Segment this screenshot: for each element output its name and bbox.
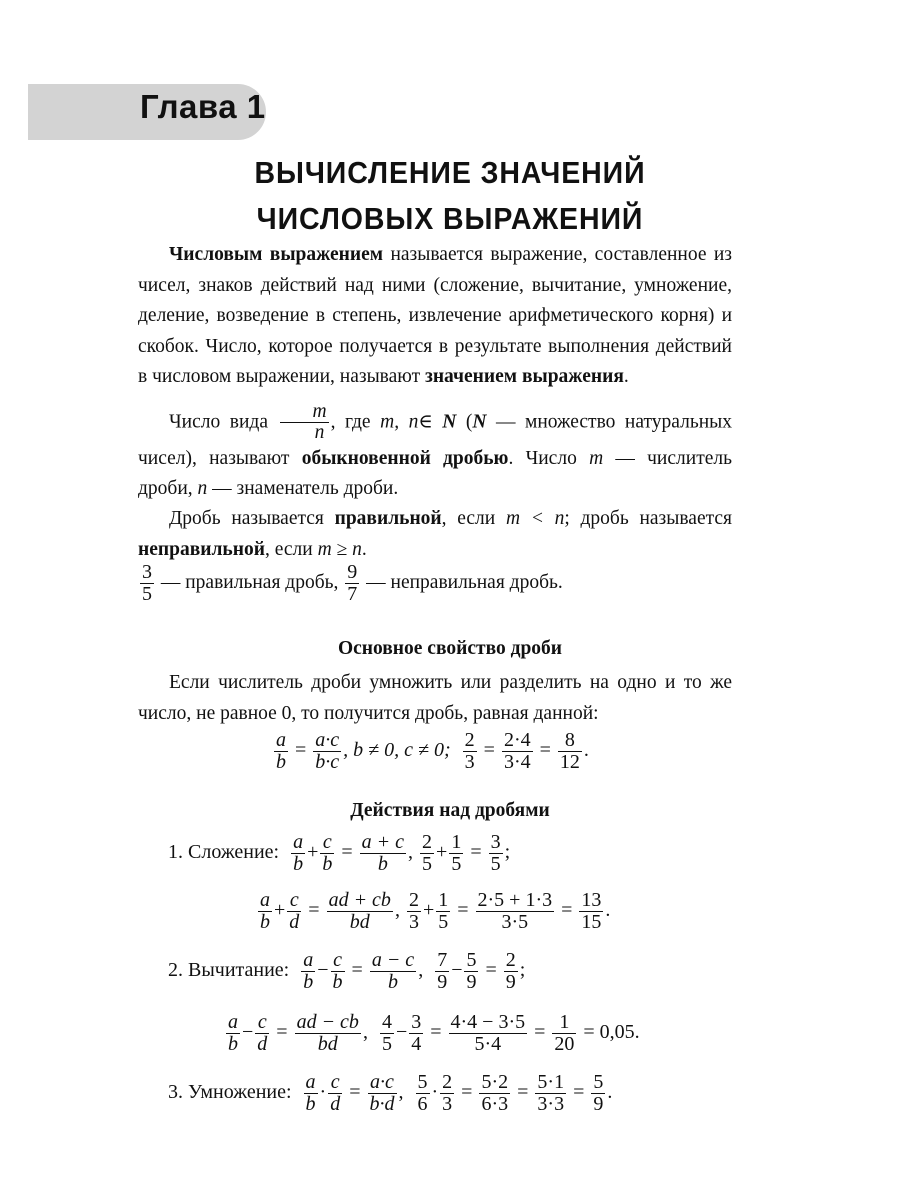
period: . xyxy=(583,739,589,762)
proper-condition: m < n xyxy=(505,508,565,529)
eight: 8 xyxy=(558,730,582,752)
eq: = xyxy=(430,1021,442,1044)
proper-t2: , если xyxy=(441,508,506,529)
den-5: 5 xyxy=(142,583,152,605)
five: 5 xyxy=(422,853,433,875)
four: 4 xyxy=(411,1033,422,1055)
proper-fraction-paragraph xyxy=(138,504,732,565)
d: d xyxy=(330,1093,341,1115)
eq: = xyxy=(461,1081,473,1104)
frac-sum-product xyxy=(476,890,555,933)
term-numeric-expression: Числовым выражением xyxy=(169,244,384,265)
frac-def-mn: m, n xyxy=(380,411,419,433)
b: b xyxy=(388,971,398,993)
num-24: 2·4 xyxy=(503,729,531,751)
frac-3-5 xyxy=(489,832,503,875)
title-line-2: ЧИСЛОВЫХ ВЫРАЖЕНИЙ xyxy=(256,201,644,236)
two: 2 xyxy=(408,889,419,911)
frac-24-34 xyxy=(502,730,533,773)
c: c xyxy=(289,889,299,911)
fifteen: 15 xyxy=(581,911,602,933)
b: b xyxy=(228,1033,238,1055)
improper-example-text: — неправильная дробь. xyxy=(361,571,563,593)
addition-line-2 xyxy=(256,890,610,933)
eq: = xyxy=(573,1081,585,1104)
frac-c-d xyxy=(287,890,301,933)
comma: , xyxy=(394,899,400,922)
den-33: 3·3 xyxy=(537,1093,565,1115)
frac-2-3 xyxy=(463,730,477,773)
plus: + xyxy=(274,899,286,922)
frac-a-b xyxy=(291,832,305,875)
frac-def-t2: , где xyxy=(330,411,381,433)
bc: b·c xyxy=(315,751,340,773)
definition-end: . xyxy=(623,366,629,387)
nine: 9 xyxy=(505,971,516,993)
eq: = xyxy=(483,739,495,762)
b: b xyxy=(260,911,270,933)
eq: = xyxy=(517,1081,529,1104)
a: a xyxy=(228,1011,238,1033)
nonzero-condition: , b ≠ 0, c ≠ 0; xyxy=(343,739,451,762)
addition-label: 1. Сложение: xyxy=(168,841,280,864)
frac-a-b xyxy=(301,950,315,993)
frac-adcb-bd xyxy=(327,890,393,933)
one: 1 xyxy=(438,889,449,911)
eq: = xyxy=(351,959,363,982)
b: b xyxy=(322,853,333,875)
frac-a-b xyxy=(274,730,288,773)
plus: + xyxy=(307,841,319,864)
term-improper: неправильной xyxy=(138,538,265,560)
dot: · xyxy=(319,1081,327,1104)
den-54: 5·4 xyxy=(474,1033,502,1055)
semicolon: ; xyxy=(504,841,511,864)
c: c xyxy=(257,1011,267,1033)
eq: = xyxy=(539,739,551,762)
one: 1 xyxy=(451,831,462,853)
semicolon: ; xyxy=(519,959,526,982)
comma: , xyxy=(408,841,414,864)
five: 5 xyxy=(417,1071,428,1093)
result-005: = 0,05. xyxy=(578,1021,640,1044)
eq: = xyxy=(470,841,482,864)
one: 1 xyxy=(552,1012,576,1034)
num-3: 3 xyxy=(142,561,152,583)
frac-4-5 xyxy=(380,1012,394,1055)
three: 3 xyxy=(490,831,501,853)
fraction-m-over-n xyxy=(280,402,329,444)
fraction-9-7 xyxy=(345,562,359,605)
definition-paragraph xyxy=(138,240,732,393)
eq: = xyxy=(341,841,353,864)
proper-example-text: — правильная дробь, xyxy=(156,571,344,593)
minus: − xyxy=(395,1021,408,1044)
frac-def-N2: N xyxy=(472,411,487,433)
b: b xyxy=(303,971,314,993)
frac-def-in: ∈ xyxy=(418,411,443,433)
frac-def-t1: Число вида xyxy=(169,411,278,433)
nine: 9 xyxy=(593,1093,604,1115)
frac-5-6 xyxy=(416,1072,430,1115)
eq: = xyxy=(534,1021,546,1044)
frac-def-paren: ( xyxy=(456,411,473,433)
two: 2 xyxy=(422,831,433,853)
two: 2 xyxy=(464,729,475,751)
proper-t3: ; дробь называется xyxy=(564,508,732,529)
six: 6 xyxy=(417,1093,428,1115)
b: b xyxy=(293,853,304,875)
seven: 7 xyxy=(437,949,448,971)
thirteen: 13 xyxy=(581,889,602,911)
frac-3-4 xyxy=(409,1012,423,1055)
frac-5-9 xyxy=(464,950,478,993)
multiplication-label: 3. Умножение: xyxy=(168,1081,292,1104)
den-63: 6·3 xyxy=(481,1093,509,1115)
definition-text: называется выражение, составленное из чисел, знаков действий над ними (сложение, вычитание, умножение, деление, возведение в степень, извлечение арифметического корня) и скобок. Число, которое получается в результате выполнения действий в числовом выражении, называют xyxy=(138,244,732,387)
frac-7-9 xyxy=(435,950,449,993)
ac: a·c xyxy=(370,1071,394,1093)
fraction-definition-paragraph xyxy=(138,402,732,505)
two: 2 xyxy=(442,1071,453,1093)
frac-2-3 xyxy=(440,1072,454,1115)
comma: , xyxy=(362,1021,368,1044)
a: a xyxy=(303,949,314,971)
b: b xyxy=(276,751,286,773)
five: 5 xyxy=(381,1033,392,1055)
eq: = xyxy=(349,1081,361,1104)
frac-def-N: N xyxy=(442,411,457,433)
ac: a·c xyxy=(315,729,340,751)
eq: = xyxy=(295,739,307,762)
a: a xyxy=(276,729,286,751)
den-34: 3·4 xyxy=(503,751,531,773)
frac-amc-b xyxy=(370,950,416,993)
proper-t5: . xyxy=(361,538,367,560)
eq: = xyxy=(561,899,573,922)
frac-def-m: m xyxy=(589,447,604,469)
twelve: 12 xyxy=(559,751,580,773)
comma: , xyxy=(398,1081,404,1104)
eq: = xyxy=(276,1021,288,1044)
frac-c-b xyxy=(320,832,334,875)
property-heading: Основное свойство дроби xyxy=(337,638,563,659)
frac-def-n: n xyxy=(197,478,208,500)
frac-a-b xyxy=(258,890,272,933)
d: d xyxy=(257,1033,268,1055)
frac-c-d xyxy=(255,1012,269,1055)
m-num: m xyxy=(312,401,327,422)
b-dot-d: b·d xyxy=(369,1093,395,1115)
frac-5-9 xyxy=(591,1072,605,1115)
frac-13-15 xyxy=(579,890,603,933)
nine: 9 xyxy=(437,971,448,993)
c: c xyxy=(333,949,342,971)
period: . xyxy=(607,1081,613,1104)
frac-ac-bc xyxy=(313,730,341,773)
term-expression-value: значением выражения xyxy=(424,366,624,387)
n-den: n xyxy=(314,422,325,444)
bd: bd xyxy=(349,911,370,933)
property-text: Если числитель дроби умножить или разделить на одно и то же число, не равное 0, то получится дробь, равная данной: xyxy=(138,672,732,724)
minus: − xyxy=(451,959,463,982)
frac-c-d xyxy=(328,1072,342,1115)
eq: = xyxy=(457,899,469,922)
plus: + xyxy=(422,899,435,922)
frac-2-3 xyxy=(407,890,421,933)
frac-def-t13: — знаменатель дроби. xyxy=(207,478,399,500)
plus: + xyxy=(436,841,448,864)
five: 5 xyxy=(451,853,462,875)
fraction-examples xyxy=(138,562,563,605)
d: d xyxy=(289,911,300,933)
page-title xyxy=(36,150,864,242)
comma: , xyxy=(418,959,424,982)
num-9: 9 xyxy=(347,561,358,583)
actions-heading: Действия над дробями xyxy=(350,800,550,821)
amc: a − c xyxy=(371,949,415,971)
frac-ac-bd xyxy=(368,1072,397,1115)
num-sub2: 4·4 − 3·5 xyxy=(450,1011,526,1033)
frac-52-63 xyxy=(479,1072,510,1115)
property-formula xyxy=(272,730,589,773)
dot: · xyxy=(431,1081,439,1104)
c: c xyxy=(330,1071,340,1093)
frac-1-5 xyxy=(436,890,450,933)
frac-diff-product xyxy=(449,1012,528,1055)
frac-1-20 xyxy=(552,1012,576,1055)
three: 3 xyxy=(411,1011,422,1033)
b: b xyxy=(377,853,388,875)
four: 4 xyxy=(381,1011,392,1033)
num-51: 5·1 xyxy=(537,1071,565,1093)
eq: = xyxy=(308,899,320,922)
three: 3 xyxy=(442,1093,453,1115)
chapter-label: Глава 1 xyxy=(140,88,266,125)
subtraction-line-2 xyxy=(224,1012,640,1055)
frac-a-b xyxy=(304,1072,318,1115)
frac-def-t11: — числитель дроби, xyxy=(138,447,732,500)
twenty: 20 xyxy=(554,1033,575,1055)
num-52: 5·2 xyxy=(481,1071,509,1093)
num-add2: 2·5 + 1·3 xyxy=(477,889,553,911)
b: b xyxy=(332,971,343,993)
frac-c-b xyxy=(331,950,345,993)
five: 5 xyxy=(466,949,477,971)
addition-line-1 xyxy=(168,832,510,875)
frac-a-b xyxy=(226,1012,240,1055)
three: 3 xyxy=(408,911,419,933)
period: . xyxy=(605,899,611,922)
a: a xyxy=(305,1071,316,1093)
frac-apc-b xyxy=(360,832,406,875)
proper-t1: Дробь называется xyxy=(169,508,335,529)
eq: = xyxy=(485,959,497,982)
frac-1-5 xyxy=(449,832,463,875)
frac-admcb-bd xyxy=(295,1012,361,1055)
minus: − xyxy=(242,1021,254,1044)
a: a xyxy=(260,889,270,911)
five: 5 xyxy=(593,1071,604,1093)
five: 5 xyxy=(438,911,449,933)
ad-mcb: ad − cb xyxy=(296,1011,359,1033)
frac-def-t9: . Число xyxy=(508,447,590,469)
bd: bd xyxy=(317,1033,338,1055)
subtraction-line-1 xyxy=(168,950,525,993)
apc: a + c xyxy=(361,831,405,853)
title-line-1: ВЫЧИСЛЕНИЕ ЗНАЧЕНИЙ xyxy=(254,155,646,190)
multiplication-line xyxy=(168,1072,612,1115)
frac-def-t8: — множество натуральных чисел), называют xyxy=(138,411,733,469)
proper-t4: , если xyxy=(264,538,318,560)
three: 3 xyxy=(464,751,475,773)
a: a xyxy=(293,831,304,853)
fraction-3-5 xyxy=(140,562,154,605)
nine: 9 xyxy=(466,971,477,993)
frac-8-12 xyxy=(558,730,582,773)
ad-cb: ad + cb xyxy=(328,889,391,911)
two: 2 xyxy=(505,949,516,971)
den-7: 7 xyxy=(347,583,358,605)
subtraction-label: 2. Вычитание: xyxy=(168,959,290,982)
den-35: 3·5 xyxy=(501,911,529,933)
frac-2-5 xyxy=(420,832,434,875)
minus: − xyxy=(317,959,329,982)
c: c xyxy=(322,831,332,853)
frac-2-9 xyxy=(504,950,518,993)
term-common-fraction: обыкновенной дробью xyxy=(301,447,509,469)
improper-condition: m ≥ n xyxy=(317,538,362,560)
five: 5 xyxy=(490,853,501,875)
term-proper: правильной xyxy=(334,508,442,529)
b: b xyxy=(305,1093,316,1115)
frac-51-33 xyxy=(535,1072,566,1115)
